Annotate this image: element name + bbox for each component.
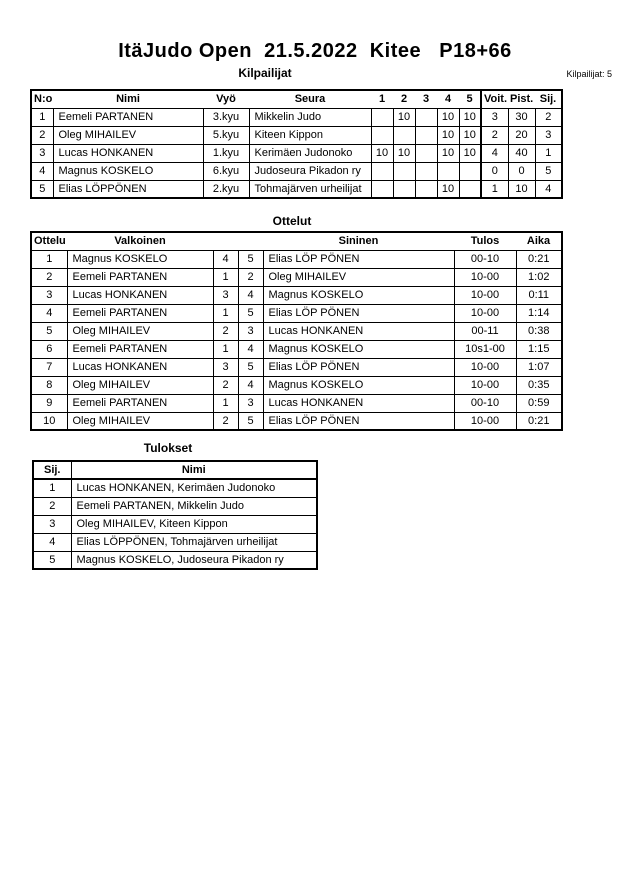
cell-match-no: 5 — [31, 322, 67, 340]
competitors-table — [30, 89, 563, 199]
cell-match-no: 1 — [31, 250, 67, 268]
cell-no: 2 — [31, 126, 53, 144]
cell-round-4: 10 — [437, 126, 459, 144]
cell-points: 40 — [508, 144, 535, 162]
cell-belt: 2.kyu — [203, 180, 249, 198]
cell-white-no: 2 — [213, 376, 238, 394]
cell-match-no: 3 — [31, 286, 67, 304]
competitor-row — [31, 108, 562, 126]
col-header-round-1: 1 — [371, 90, 393, 108]
cell-blue-name: Magnus KOSKELO — [263, 286, 454, 304]
cell-white-no: 1 — [213, 394, 238, 412]
match-row — [31, 412, 562, 430]
col-header-no: N:o — [31, 90, 53, 108]
col-header-time: Aika — [516, 232, 562, 250]
cell-blue-name: Lucas HONKANEN — [263, 394, 454, 412]
cell-blue-name: Elias LÖP PÖNEN — [263, 250, 454, 268]
cell-white-name: Magnus KOSKELO — [67, 250, 213, 268]
cell-white-no: 4 — [213, 250, 238, 268]
cell-blue-no: 5 — [238, 358, 263, 376]
cell-wins: 3 — [481, 108, 508, 126]
cell-name: Eemeli PARTANEN — [53, 108, 203, 126]
cell-club: Kerimäen Judonoko — [249, 144, 371, 162]
cell-place: 2 — [535, 108, 562, 126]
cell-no: 1 — [31, 108, 53, 126]
matches-heading: Ottelut — [272, 214, 312, 228]
competitor-count-label: Kilpailijat: 5 — [566, 69, 612, 79]
cell-match-no: 7 — [31, 358, 67, 376]
col-header-blue-no — [238, 232, 263, 250]
cell-belt: 1.kyu — [203, 144, 249, 162]
cell-match-no: 6 — [31, 340, 67, 358]
cell-match-no: 10 — [31, 412, 67, 430]
cell-blue-name: Oleg MIHAILEV — [263, 268, 454, 286]
cell-points: 0 — [508, 162, 535, 180]
cell-time: 0:35 — [516, 376, 562, 394]
cell-time: 0:38 — [516, 322, 562, 340]
cell-time: 1:15 — [516, 340, 562, 358]
cell-belt: 6.kyu — [203, 162, 249, 180]
cell-club: Judoseura Pikadon ry — [249, 162, 371, 180]
cell-blue-no: 3 — [238, 394, 263, 412]
result-row — [33, 497, 317, 515]
result-row — [33, 533, 317, 551]
cell-match-no: 8 — [31, 376, 67, 394]
cell-wins: 2 — [481, 126, 508, 144]
cell-white-name: Oleg MIHAILEV — [67, 412, 213, 430]
cell-no: 5 — [31, 180, 53, 198]
col-header-place: Sij. — [33, 461, 71, 479]
cell-white-name: Lucas HONKANEN — [67, 358, 213, 376]
cell-belt: 5.kyu — [203, 126, 249, 144]
cell-blue-name: Elias LÖP PÖNEN — [263, 304, 454, 322]
cell-result: 10-00 — [454, 268, 516, 286]
cell-round-4: 10 — [437, 180, 459, 198]
cell-white-no: 1 — [213, 304, 238, 322]
match-row — [31, 304, 562, 322]
competitor-row — [31, 162, 562, 180]
cell-white-no: 2 — [213, 322, 238, 340]
cell-time: 0:59 — [516, 394, 562, 412]
cell-place: 5 — [535, 162, 562, 180]
result-row — [33, 515, 317, 533]
match-row — [31, 394, 562, 412]
cell-name: Oleg MIHAILEV — [53, 126, 203, 144]
col-header-white-no — [213, 232, 238, 250]
cell-time: 0:11 — [516, 286, 562, 304]
cell-round-2 — [393, 162, 415, 180]
cell-blue-name: Lucas HONKANEN — [263, 322, 454, 340]
cell-round-3 — [415, 108, 437, 126]
cell-name-club: Lucas HONKANEN, Kerimäen Judonoko — [71, 479, 317, 497]
cell-blue-name: Magnus KOSKELO — [263, 376, 454, 394]
match-row — [31, 340, 562, 358]
page-title: ItäJudo Open 21.5.2022 Kitee P18+66 — [118, 40, 512, 62]
cell-round-1 — [371, 162, 393, 180]
cell-white-no: 3 — [213, 358, 238, 376]
cell-name-club: Oleg MIHAILEV, Kiteen Kippon — [71, 515, 317, 533]
cell-blue-name: Elias LÖP PÖNEN — [263, 358, 454, 376]
cell-place: 1 — [33, 479, 71, 497]
cell-round-3 — [415, 144, 437, 162]
cell-result: 10-00 — [454, 304, 516, 322]
cell-place: 5 — [33, 551, 71, 569]
cell-blue-no: 3 — [238, 322, 263, 340]
cell-result: 10-00 — [454, 376, 516, 394]
cell-round-2 — [393, 126, 415, 144]
cell-no: 3 — [31, 144, 53, 162]
competitors-header-row — [31, 90, 562, 108]
cell-round-2 — [393, 180, 415, 198]
col-header-name: Nimi — [53, 90, 203, 108]
cell-round-1: 10 — [371, 144, 393, 162]
matches-header-row — [31, 232, 562, 250]
match-row — [31, 268, 562, 286]
cell-place: 3 — [33, 515, 71, 533]
competitors-heading: Kilpailijat — [238, 66, 292, 80]
col-header-white: Valkoinen — [67, 232, 213, 250]
result-row — [33, 479, 317, 497]
cell-white-name: Lucas HONKANEN — [67, 286, 213, 304]
results-header-row — [33, 461, 317, 479]
cell-round-2: 10 — [393, 144, 415, 162]
cell-round-1 — [371, 126, 393, 144]
match-row — [31, 358, 562, 376]
cell-match-no: 9 — [31, 394, 67, 412]
col-header-round-3: 3 — [415, 90, 437, 108]
cell-points: 20 — [508, 126, 535, 144]
cell-club: Mikkelin Judo — [249, 108, 371, 126]
cell-round-2: 10 — [393, 108, 415, 126]
cell-round-3 — [415, 180, 437, 198]
match-row — [31, 322, 562, 340]
cell-name-club: Eemeli PARTANEN, Mikkelin Judo — [71, 497, 317, 515]
competitor-row — [31, 126, 562, 144]
cell-belt: 3.kyu — [203, 108, 249, 126]
cell-white-no: 2 — [213, 412, 238, 430]
cell-club: Kiteen Kippon — [249, 126, 371, 144]
cell-match-no: 4 — [31, 304, 67, 322]
cell-blue-no: 4 — [238, 376, 263, 394]
cell-time: 1:07 — [516, 358, 562, 376]
cell-round-3 — [415, 126, 437, 144]
cell-name: Lucas HONKANEN — [53, 144, 203, 162]
col-header-blue: Sininen — [263, 232, 454, 250]
col-header-round-4: 4 — [437, 90, 459, 108]
matches-table — [30, 231, 563, 431]
competitor-row — [31, 180, 562, 198]
cell-name-club: Elias LÖPPÖNEN, Tohmajärven urheilijat — [71, 533, 317, 551]
cell-round-5: 10 — [459, 144, 481, 162]
cell-no: 4 — [31, 162, 53, 180]
cell-round-5: 10 — [459, 126, 481, 144]
cell-points: 10 — [508, 180, 535, 198]
col-header-place: Sij. — [535, 90, 562, 108]
cell-match-no: 2 — [31, 268, 67, 286]
cell-result: 10-00 — [454, 358, 516, 376]
cell-place: 2 — [33, 497, 71, 515]
cell-place: 1 — [535, 144, 562, 162]
cell-round-4 — [437, 162, 459, 180]
cell-points: 30 — [508, 108, 535, 126]
cell-wins: 0 — [481, 162, 508, 180]
results-heading: Tulokset — [143, 441, 193, 455]
cell-white-name: Eemeli PARTANEN — [67, 304, 213, 322]
cell-blue-no: 5 — [238, 250, 263, 268]
cell-time: 0:21 — [516, 412, 562, 430]
cell-round-5: 10 — [459, 108, 481, 126]
col-header-name: Nimi — [71, 461, 317, 479]
cell-name: Elias LÖPPÖNEN — [53, 180, 203, 198]
cell-result: 00-10 — [454, 250, 516, 268]
cell-place: 4 — [535, 180, 562, 198]
cell-round-3 — [415, 162, 437, 180]
cell-wins: 1 — [481, 180, 508, 198]
cell-round-1 — [371, 108, 393, 126]
cell-time: 1:14 — [516, 304, 562, 322]
cell-round-1 — [371, 180, 393, 198]
cell-white-name: Oleg MIHAILEV — [67, 322, 213, 340]
col-header-round-5: 5 — [459, 90, 481, 108]
cell-club: Tohmajärven urheilijat — [249, 180, 371, 198]
cell-result: 10s1-00 — [454, 340, 516, 358]
cell-blue-name: Elias LÖP PÖNEN — [263, 412, 454, 430]
cell-blue-no: 5 — [238, 304, 263, 322]
cell-time: 0:21 — [516, 250, 562, 268]
cell-result: 00-10 — [454, 394, 516, 412]
cell-round-4: 10 — [437, 144, 459, 162]
cell-wins: 4 — [481, 144, 508, 162]
competitor-row — [31, 144, 562, 162]
match-row — [31, 250, 562, 268]
cell-blue-no: 4 — [238, 340, 263, 358]
col-header-result: Tulos — [454, 232, 516, 250]
cell-white-name: Eemeli PARTANEN — [67, 268, 213, 286]
cell-white-name: Eemeli PARTANEN — [67, 394, 213, 412]
cell-time: 1:02 — [516, 268, 562, 286]
cell-name-club: Magnus KOSKELO, Judoseura Pikadon ry — [71, 551, 317, 569]
cell-blue-no: 4 — [238, 286, 263, 304]
cell-result: 10-00 — [454, 286, 516, 304]
match-row — [31, 286, 562, 304]
cell-round-4: 10 — [437, 108, 459, 126]
result-row — [33, 551, 317, 569]
cell-result: 10-00 — [454, 412, 516, 430]
cell-white-no: 3 — [213, 286, 238, 304]
cell-white-no: 1 — [213, 340, 238, 358]
cell-blue-no: 5 — [238, 412, 263, 430]
cell-place: 3 — [535, 126, 562, 144]
col-header-wins: Voit. — [481, 90, 508, 108]
cell-blue-name: Magnus KOSKELO — [263, 340, 454, 358]
cell-blue-no: 2 — [238, 268, 263, 286]
cell-place: 4 — [33, 533, 71, 551]
cell-round-5 — [459, 162, 481, 180]
match-row — [31, 376, 562, 394]
col-header-round-2: 2 — [393, 90, 415, 108]
col-header-belt: Vyö — [203, 90, 249, 108]
cell-name: Magnus KOSKELO — [53, 162, 203, 180]
col-header-points: Pist. — [508, 90, 535, 108]
col-header-match: Ottelu — [31, 232, 67, 250]
cell-result: 00-11 — [454, 322, 516, 340]
cell-round-5 — [459, 180, 481, 198]
cell-white-name: Eemeli PARTANEN — [67, 340, 213, 358]
cell-white-name: Oleg MIHAILEV — [67, 376, 213, 394]
cell-white-no: 1 — [213, 268, 238, 286]
results-table — [32, 460, 318, 570]
col-header-club: Seura — [249, 90, 371, 108]
